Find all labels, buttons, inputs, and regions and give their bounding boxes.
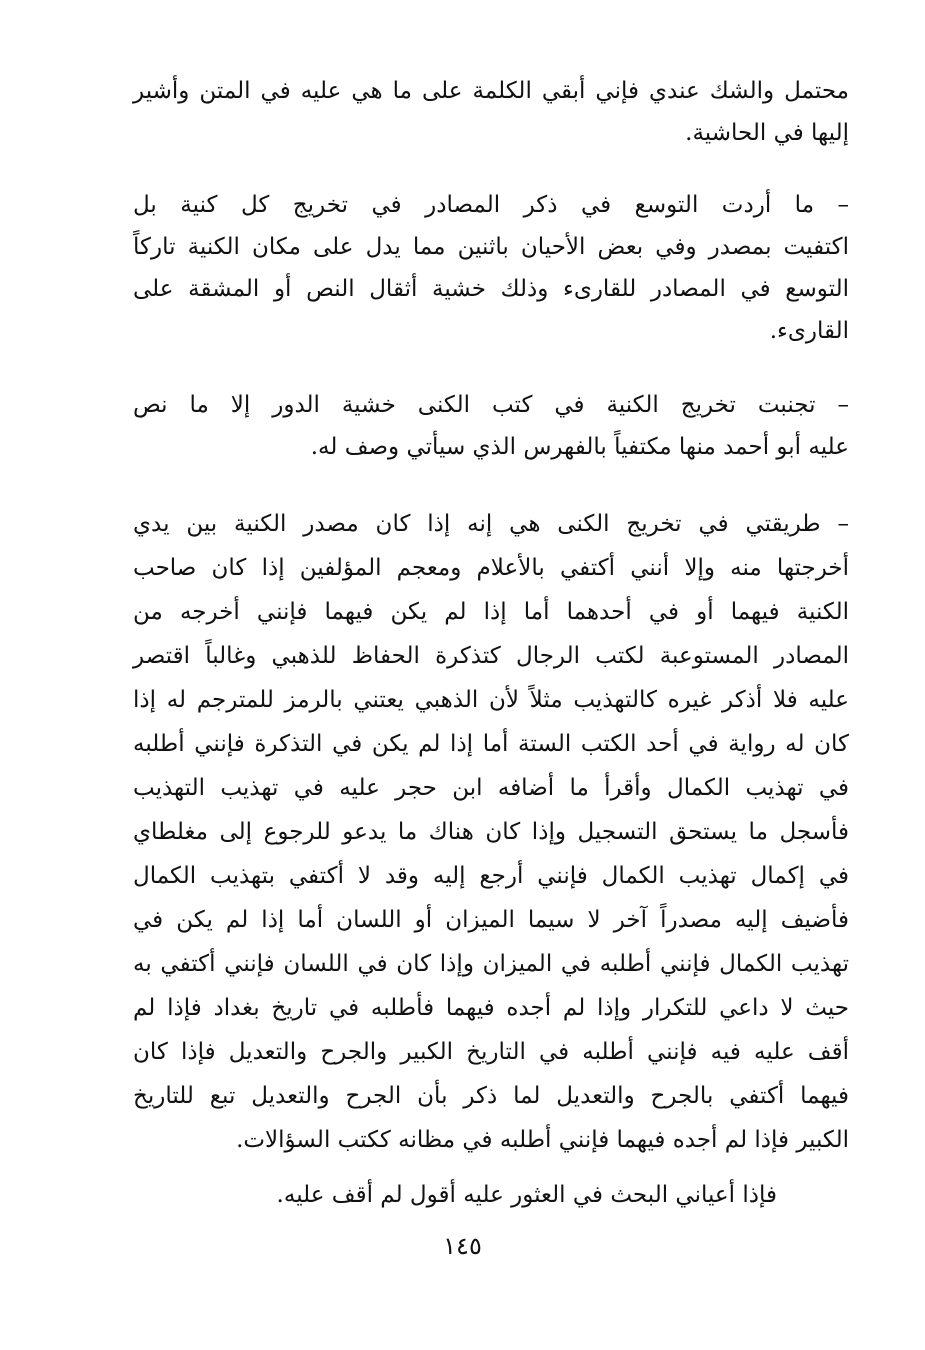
text-line: الكنية فيهما أو في أحدهما أما إذا لم يكن فيهما فإنني أخرجه من (133, 599, 849, 625)
text-line: القارىء. (769, 318, 849, 344)
text-line: فأضيف إليه مصدراً آخر لا سيما الميزان أو اللسان أما إذا لم يكن في (133, 907, 849, 933)
text-line: في تهذيب الكمال وأقرأ ما أضافه ابن حجر عليه في تهذيب التهذيب (133, 775, 849, 801)
text-line: فيهما أكتفي بالجرح والتعديل لما ذكر بأن الجرح والتعديل تبع للتاريخ (133, 1083, 849, 1109)
text-line: إليها في الحاشية. (685, 120, 849, 146)
closing-sentence: فإذا أعياني البحث في العثور عليه أقول لم أقف عليه. (276, 1182, 777, 1208)
text-line: – طريقتي في تخريج الكنى هي إنه إذا كان مصدر الكنية بين يدي (133, 511, 849, 537)
paragraph-4 (133, 502, 849, 1162)
text-line: تهذيب الكمال فإنني أطلبه في الميزان وإذا كان في اللسان فإنني أكتفي به (133, 951, 849, 977)
text-line: عليه أبو أحمد منها مكتفياً بالفهرس الذي سيأتي وصف له. (310, 434, 849, 460)
text-line: الكبير فإذا لم أجده فيهما فإنني أطلبه في مظانه ككتب السؤالات. (236, 1127, 849, 1153)
text-line: عليه فلا أذكر غيره كالتهذيب مثلاً لأن الذهبي يعتني بالرمز للمترجم له إذا (133, 687, 849, 713)
page-number: ١٤٥ (443, 1232, 482, 1260)
text-line: كان له رواية في أحد الكتب الستة أما إذا لم يكن في التذكرة فإنني أطلبه (133, 731, 849, 757)
text-line: أخرجتها منه وإلا أنني أكتفي بالأعلام ومعجم المؤلفين إذا كان صاحب (133, 555, 849, 581)
paragraph-2 (133, 184, 849, 352)
text-line: في إكمال تهذيب الكمال فإنني أرجع إليه وقد لا أكتفي بتهذيب الكمال (133, 863, 849, 889)
text-line: فأسجل ما يستحق التسجيل وإذا كان هناك ما يدعو للرجوع إلى مغلطاي (133, 819, 849, 845)
text-line: اكتفيت بمصدر وفي بعض الأحيان باثنين مما يدل على مكان الكنية تاركاً (133, 234, 849, 260)
text-line: حيث لا داعي للتكرار وإذا لم أجده فيهما فأطلبه في تاريخ بغداد فإذا لم (133, 995, 849, 1021)
text-line: – ما أردت التوسع في ذكر المصادر في تخريج كل كنية بل (133, 192, 849, 218)
text-line: التوسع في المصادر للقارىء وذلك خشية أثقال النص أو المشقة على (133, 276, 849, 302)
text-line: المصادر المستوعبة لكتب الرجال كتذكرة الحفاظ للذهبي وغالباً اقتصر (133, 643, 849, 669)
text-line: أقف عليه فيه فإنني أطلبه في التاريخ الكبير والجرح والتعديل فإذا كان (133, 1039, 849, 1065)
text-line: – تجنبت تخريج الكنية في كتب الكنى خشية الدور إلا ما نص (133, 392, 849, 418)
paragraph-1 (133, 70, 849, 154)
paragraph-3 (133, 384, 849, 468)
text-line: محتمل والشك عندي فإني أبقي الكلمة على ما هي عليه في المتن وأشير (133, 78, 849, 104)
